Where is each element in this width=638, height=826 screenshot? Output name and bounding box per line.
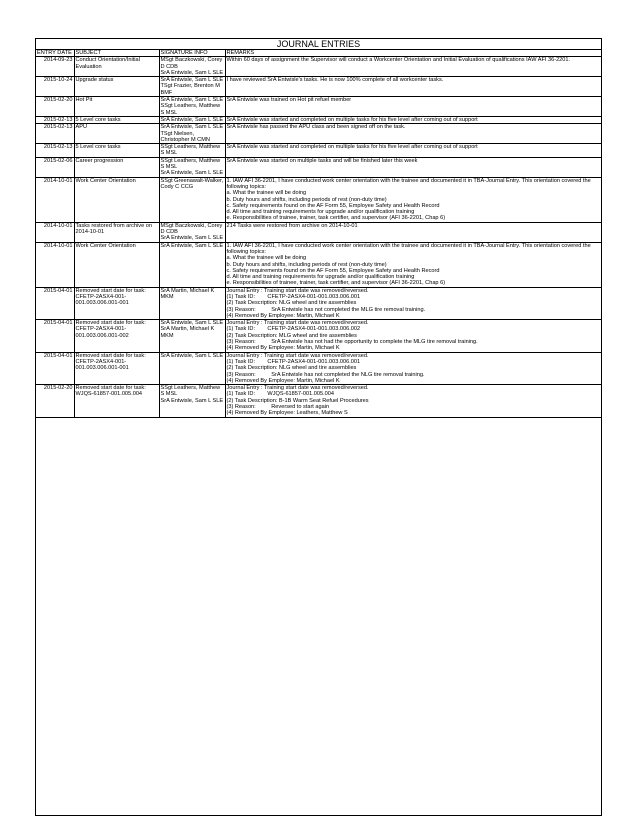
entry-signature-info-line: SrA Entwisle, Sam L SLE — [160, 397, 224, 404]
entry-remarks-line: (1) Task ID: CFETP-2ASX4-001-001.003.006.002 — [226, 326, 361, 333]
entry-signature-info-line: TSgt Frazier, Brenton M BMF — [160, 83, 222, 96]
entry-subject — [74, 77, 159, 97]
entry-remarks-line: SrA Entwisle was started and completed on multiple tasks for his five level after coming out of support — [226, 144, 478, 151]
entry-signature-info-line: SrA Entwisle, Sam L SLE — [160, 235, 224, 242]
entry-remarks-line: Journal Entry : Training start date was removed/reversed. — [226, 320, 369, 327]
entry-remarks — [225, 287, 601, 319]
entry-remarks-line: d. All time and training requirements for upgrade and/or qualification training — [226, 274, 415, 281]
entry-subject-line: Career progression — [75, 157, 124, 164]
entry-remarks — [225, 177, 601, 222]
entry-signature-info — [159, 222, 225, 242]
entry-remarks-line: a. What the trainee will be doing — [226, 190, 307, 197]
entry-remarks-line: (1) Task ID: CFETP-2ASX4-001-001.003.006.001 — [226, 293, 361, 300]
column-header-signature-info: SIGNATURE INFO — [159, 50, 225, 57]
entry-subject — [74, 177, 159, 222]
entry-date: 2015-10-24 — [36, 77, 74, 97]
entry-subject — [74, 57, 159, 77]
entry-subject — [74, 97, 159, 117]
entry-subject-line: Removed start date for task: CFETP-2ASX4-001-001.003.006.001-001 — [75, 287, 148, 307]
entry-subject — [74, 116, 159, 123]
journal-entry-row — [36, 116, 601, 123]
entry-remarks — [225, 57, 601, 77]
journal-entry-row — [36, 124, 601, 144]
entry-remarks-line: (2) Task Description: NLG wheel and tire assemblies — [226, 300, 357, 307]
entry-subject — [74, 320, 159, 352]
entry-signature-info-line: SrA Martin, Michael K MKM — [160, 326, 216, 339]
entry-remarks-line: (3) Reason: SrA Entwisle has not completed the MLG tire removal training. — [226, 306, 426, 313]
entry-remarks-line: (4) Removed By Employee: Martin, Michael K — [226, 377, 340, 384]
journal-entry-row — [36, 385, 601, 417]
entry-signature-info-line: SSgt Greenawalt-Walker, Cody C CCG — [160, 177, 225, 190]
entry-remarks-line: Journal Entry : Training start date was removed/reversed. — [226, 385, 369, 392]
entry-signature-info — [159, 352, 225, 384]
entry-remarks-line: Within 60 days of assignment the Supervisor will conduct a Workcenter Orientation and Initial Evaluation of qualifications IAW AFI 36-2201. — [226, 57, 571, 64]
entry-subject — [74, 242, 159, 287]
entry-signature-info-line: SrA Entwisle, Sam L SLE — [160, 116, 224, 123]
entry-date: 2015-02-20 — [36, 97, 74, 117]
journal-entry-row — [36, 144, 601, 158]
entry-date: 2014-10-01 — [36, 222, 74, 242]
entry-remarks-line: I have reviewed SrA Entwisle's tasks. He is now 100% complete of all workcenter tasks. — [226, 77, 444, 84]
entry-remarks — [225, 320, 601, 352]
entry-date: 2015-02-13 — [36, 124, 74, 144]
entry-signature-info-line: SSgt Leathers, Matthew S MSL — [160, 144, 222, 157]
entry-remarks — [225, 124, 601, 144]
journal-entry-row — [36, 242, 601, 287]
entry-subject-line: 5 Level core tasks — [75, 116, 121, 123]
entry-signature-info-line: TSgt Nielsen, Christopher M CMN — [160, 130, 210, 143]
entry-remarks-line: (2) Task Description: B-1B Warm Seat Refuel Procedures — [226, 397, 369, 404]
entry-subject-line: Removed start date for task: WJQS-61857-001.005.004 — [75, 385, 148, 398]
entry-remarks — [225, 116, 601, 123]
entry-remarks-line: 1. IAW AFI 36-2201, I have conducted work center orientation with the trainee and documented it in TBA-Journal Entry. This orientation covered the following topics: — [226, 177, 593, 190]
entry-subject-line: 5 Level core tasks — [75, 144, 121, 151]
entry-date: 2015-02-06 — [36, 157, 74, 177]
entry-remarks-line: Journal Entry : Training start date was removed/reversed. — [226, 287, 369, 294]
journal-entry-row — [36, 77, 601, 97]
entry-remarks-line: (2) Task Description: MLG wheel and tire assemblies — [226, 332, 357, 339]
entry-date: 2015-04-01 — [36, 352, 74, 384]
entry-remarks-line: e. Responsibilities of trainee, trainer, task certifier, and supervisor (AFI 36-2201, Chap 6) — [226, 215, 446, 222]
entry-remarks-line: e. Responsibilities of trainee, trainer, task certifier, and supervisor (AFI 36-2201, Chap 6) — [226, 280, 446, 287]
entry-remarks-line: (4) Removed By Employee: Martin, Michael K — [226, 345, 340, 352]
entry-date: 2015-02-13 — [36, 116, 74, 123]
entry-signature-info — [159, 320, 225, 352]
entry-signature-info-line: SrA Entwisle, Sam L SLE — [160, 124, 224, 131]
entry-subject — [74, 157, 159, 177]
entry-signature-info-line: SSgt Leathers, Matthew S MSL — [160, 157, 222, 171]
entry-remarks-line: (1) Task ID: WJQS-61857-001.005.004 — [226, 391, 334, 398]
header-row — [36, 50, 601, 57]
entry-remarks — [225, 222, 601, 242]
entry-remarks-line: Journal Entry : Training start date was removed/reversed. — [226, 352, 369, 359]
entry-remarks-line: (2) Task Description: NLG wheel and tire assemblies — [226, 365, 357, 372]
entry-remarks-line: (3) Reason: SrA Entwisle has not completed the NLG tire removal training. — [226, 371, 425, 378]
journal-rows — [36, 57, 601, 417]
journal-entry-row — [36, 222, 601, 242]
entry-remarks-line: b. Duty hours and shifts, including periods of rest (non-duty time) — [226, 261, 387, 268]
journal-page — [35, 38, 602, 816]
entry-remarks-line: SrA Entwisle was started and completed on multiple tasks for his five level after coming out of support — [226, 116, 478, 123]
journal-entry-row — [36, 320, 601, 352]
entry-subject-line: Conduct Orientation/Initial Evaluation — [75, 57, 142, 70]
journal-entry-row — [36, 157, 601, 177]
entry-date: 2015-02-20 — [36, 385, 74, 417]
entry-remarks-line: (1) Task ID: CFETP-2ASX4-001-001.003.006.001 — [226, 358, 361, 365]
entry-signature-info-line: SrA Entwisle, Sam L SLE — [160, 170, 224, 177]
entry-remarks-line: b. Duty hours and shifts, including periods of rest (non-duty time) — [226, 196, 387, 203]
entry-signature-info — [159, 57, 225, 77]
entry-date: 2015-04-01 — [36, 287, 74, 319]
journal-entry-row — [36, 352, 601, 384]
entry-remarks-line: 1. IAW AFI 36-2201, I have conducted work center orientation with the trainee and documented it in TBA-Journal Entry. This orientation covered the following topics: — [226, 242, 593, 255]
entry-signature-info — [159, 124, 225, 144]
entry-remarks-line: (4) Removed By Employee: Leathers, Matthew S — [226, 410, 348, 417]
entry-remarks-line: (3) Reason: SrA Entwisle has not had the opportunity to complete the MLG tire removal training. — [226, 339, 478, 346]
entry-signature-info-line: SrA Entwisle, Sam L SLE — [160, 77, 224, 84]
entry-remarks-line: SrA Entwisle has passed the APU class and been signed off on the task. — [226, 124, 406, 131]
entry-remarks — [225, 77, 601, 97]
entry-date: 2015-04-01 — [36, 320, 74, 352]
entry-signature-info — [159, 287, 225, 319]
entry-remarks-line: c. Safety requirements found on the AF Form 55, Employee Safety and Health Record — [226, 202, 440, 209]
entry-remarks-line: (3) Reason: Reversed to start again — [226, 404, 330, 411]
entry-signature-info — [159, 177, 225, 222]
entry-remarks-line: c. Safety requirements found on the AF Form 55, Employee Safety and Health Record — [226, 267, 440, 274]
entry-subject — [74, 222, 159, 242]
entry-subject-line: Removed start date for task: CFETP-2ASX4-001-001.003.006.001-001 — [75, 352, 148, 372]
column-header-subject: SUBJECT — [74, 50, 159, 57]
entry-remarks-line: d. All time and training requirements for upgrade and/or qualification training — [226, 209, 415, 216]
entry-remarks — [225, 352, 601, 384]
entry-date: 2014-10-01 — [36, 242, 74, 287]
entry-subject-line: Removed start date for task: CFETP-2ASX4-001-001.003.006.001-002 — [75, 320, 148, 339]
entry-signature-info-line: SrA Martin, Michael K MKM — [160, 287, 216, 300]
entry-remarks-line: (4) Removed By Employee: Martin, Michael K — [226, 312, 340, 319]
entry-signature-info-line: SSgt Leathers, Matthew S MSL — [160, 385, 222, 398]
entry-signature-info-line: SrA Entwisle, Sam L SLE — [160, 320, 224, 327]
entry-remarks — [225, 385, 601, 417]
entry-remarks-line: SrA Entwisle was started on multiple tasks and will be finished later this week — [226, 157, 418, 164]
entry-subject-line: Work Center Orientation — [75, 177, 136, 184]
entry-subject-line: Work Center Orientation — [75, 242, 136, 249]
entry-date: 2015-02-13 — [36, 144, 74, 158]
entry-remarks — [225, 157, 601, 177]
journal-entry-row — [36, 97, 601, 117]
entry-subject-line: Hot Pit — [75, 97, 93, 104]
entry-remarks-line: SrA Entwisle was trained on Hot pit refuel member — [226, 97, 352, 104]
entry-date: 2014-09-23 — [36, 57, 74, 77]
page-title: JOURNAL ENTRIES — [36, 39, 601, 50]
entry-signature-info — [159, 97, 225, 117]
entry-remarks — [225, 97, 601, 117]
entry-signature-info — [159, 385, 225, 417]
entry-signature-info — [159, 116, 225, 123]
entry-remarks-line: 214 Tasks were restored from archive on 2014-10-01 — [226, 222, 358, 229]
entry-signature-info — [159, 157, 225, 177]
entry-signature-info — [159, 242, 225, 287]
column-header-entry-date: ENTRY DATE — [36, 50, 74, 57]
entry-subject — [74, 352, 159, 384]
entry-date: 2014-10-01 — [36, 177, 74, 222]
column-header-remarks: REMARKS — [225, 50, 601, 57]
entry-signature-info-line: SrA Entwisle, Sam L SLE — [160, 242, 224, 249]
journal-entry-row — [36, 177, 601, 222]
entry-signature-info-line: SrA Entwisle, Sam L SLE — [160, 352, 224, 359]
entry-signature-info — [159, 144, 225, 158]
entry-signature-info-line: SrA Entwisle, Sam L SLE — [160, 69, 224, 76]
entry-remarks — [225, 242, 601, 287]
journal-table — [36, 50, 601, 418]
journal-entry-row — [36, 57, 601, 77]
entry-signature-info-line: SSgt Leathers, Matthew S MSL — [160, 103, 222, 116]
entry-subject-line: APU — [75, 124, 88, 131]
entry-signature-info-line: SrA Entwisle, Sam L SLE — [160, 97, 224, 104]
entry-subject — [74, 287, 159, 319]
entry-subject-line: Tasks restored from archive on 2014-10-01 — [75, 222, 154, 236]
journal-entry-row — [36, 287, 601, 319]
entry-subject — [74, 385, 159, 417]
entry-subject-line: Upgrade status — [75, 77, 114, 84]
entry-subject — [74, 144, 159, 158]
entry-signature-info — [159, 77, 225, 97]
entry-signature-info-line: MSgt Baczkowski, Corey D CDB — [160, 57, 224, 70]
entry-signature-info-line: MSgt Baczkowski, Corey D CDB — [160, 222, 224, 236]
entry-remarks-line: a. What the trainee will be doing — [226, 255, 307, 262]
entry-remarks — [225, 144, 601, 158]
entry-subject — [74, 124, 159, 144]
